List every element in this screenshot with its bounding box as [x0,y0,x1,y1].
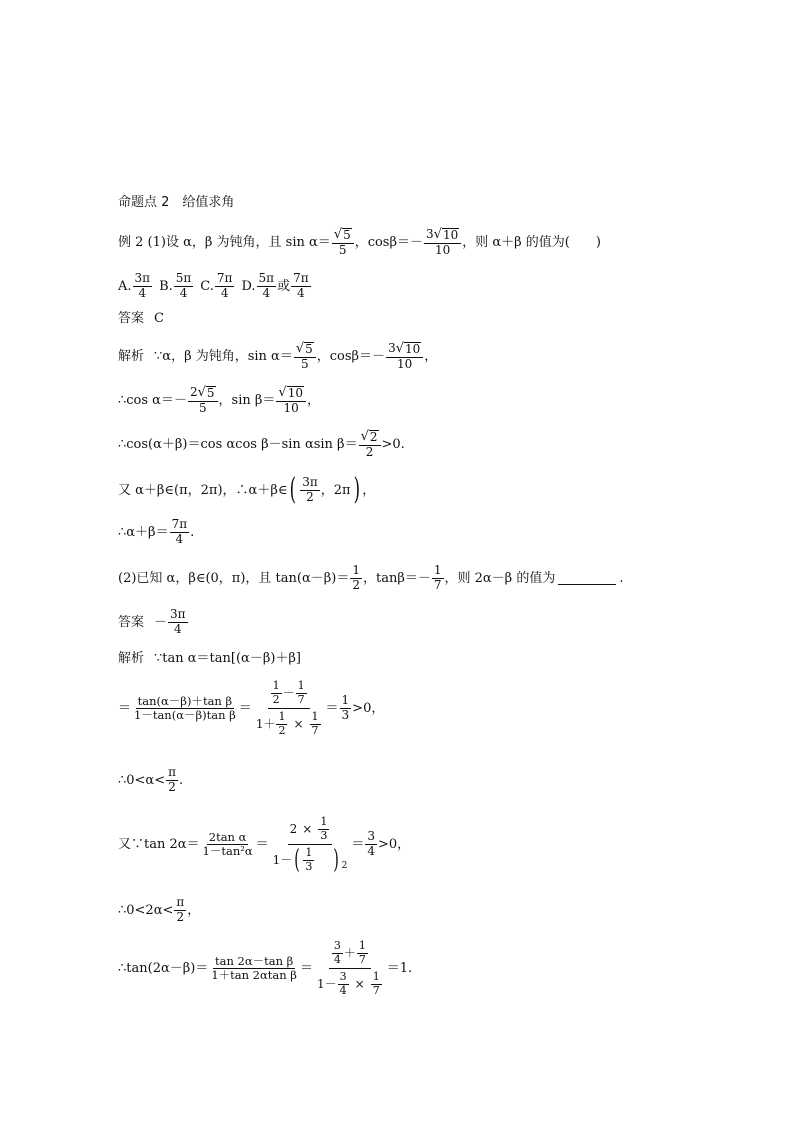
cf3-den-d: 1 [372,970,380,984]
answer-2-neg: － [154,614,168,630]
sol1-l1-f2-rad: 10 [405,342,421,356]
sol1-l1-text-c: ， [424,349,438,365]
q2-text-2: ，tanβ＝－ [362,570,431,586]
answer-blank [558,572,616,585]
sol2-l4-eq2: ＝ [255,837,269,853]
option-a [118,272,153,301]
cf1-minus: － [282,686,295,701]
sol2-line-6 [118,940,412,998]
cf3-plus: ＋ [343,946,356,961]
example2-q2 [118,564,623,593]
sol1-l2-f1-rad: 5 [206,386,215,400]
sol2-l2-fnum: tan(α－β)＋tan β [137,694,233,709]
sol2-line-1 [118,652,301,665]
option-a-num: 3π [134,271,151,285]
q2-text-4: . [619,570,624,586]
answer-2 [118,608,189,637]
sol2-l6-eq2: ＝ [299,961,313,977]
sol1-l3-f-num: 2 [369,430,378,444]
cf1-den-b: 1 [278,710,286,724]
sol1-line-2: ∴cos α＝－ 2 √ 5 5 ，sin β＝ √ 10 10 ， [118,385,320,415]
cf1-num-d: 7 [297,692,305,706]
q2-text-3: ，则 2α－β 的值为 [444,570,556,586]
sol1-l2-text-c: ， [306,393,320,409]
option-b-num: 5π [175,271,192,285]
sol1-l2-text-b: ，sin β＝ [218,393,276,409]
q2-f2-den: 7 [433,577,442,592]
cf2-den-a: 1－ [272,853,293,868]
sol2-l2-complex-frac [254,680,324,738]
sol2-l6-fnum: tan 2α－tan β [214,954,294,969]
sol1-l1-f1-num: 5 [305,342,313,356]
sol2-l2-rnum: 1 [341,693,350,708]
sol2-line-3 [118,766,183,795]
q2-f1-den: 2 [352,577,360,592]
example2-q1 [118,228,601,258]
sol2-l4-fnum: 2tan α [208,830,247,845]
sol1-l5-text-b: . [190,524,195,540]
sol2-l2-eq2: ＝ [238,701,252,717]
option-d-den: 4 [262,285,271,300]
sol2-l6-complex-frac [315,940,385,998]
cf1-num-c: 1 [297,679,305,692]
sol1-line-5 [118,518,194,547]
sol2-l3-a: ∴0<α< [118,772,166,788]
option-d-num: 5π [258,271,275,285]
q1-frac-den: 10 [434,242,451,257]
sol1-l1-text-b: ，cosβ＝－ [316,349,386,365]
option-c-den: 4 [220,285,229,300]
sol2-line-2 [118,680,384,738]
sol1-l4-text-a: 又 α＋β∈(π，2π)，∴α＋β∈ [118,482,288,498]
sol2-l3-b: . [179,772,184,788]
option-c-label: C. [200,278,214,294]
cf1-num-a: 1 [272,679,280,692]
sol1-line-4 [118,472,376,508]
option-d-num2: 7π [293,271,309,285]
sol2-l3-den: 2 [168,779,176,794]
sol2-l2-fden: 1－tan(α－β)tan β [134,708,236,723]
q1-frac-rad: 10 [442,228,459,242]
sol2-l2-rden: 3 [341,708,350,723]
sol2-l4-complex-frac: 2 × $\frac{1}{3}$ 1－ ( 1 3 ) 2 [272,815,348,876]
q1-text-2: ，cosβ＝－ [354,235,423,251]
sol2-line-5 [118,896,200,925]
cf3-den-a: 1－ [316,977,337,992]
cf2-num-a: 2 [289,822,298,837]
option-a-den: 4 [138,285,147,300]
option-d-den2: 4 [297,285,305,300]
cf3-times: × [354,977,365,992]
sol1-label: 解析 [118,349,145,365]
sol2-label: 解析 [118,651,145,666]
option-d-label: D. [241,278,256,294]
q2-f1-num: 1 [352,563,360,577]
sol1-l5-text-a: ∴α＋β＝ [118,524,169,540]
cf3-den-c: 4 [339,983,347,997]
answer-1-label: 答案 [118,311,145,326]
option-c-num: 7π [216,271,233,285]
sol2-l5-a: ∴0<2α< [118,902,174,918]
options-row [118,272,312,301]
sol2-l6-fden: 1＋tan 2αtan β [211,968,297,983]
cf2-sup: 2 [341,860,348,871]
q1-frac-coef: 3 [426,227,434,241]
sol1-l1-f1-den: 5 [300,356,309,371]
cf1-num-b: 2 [272,692,280,706]
sol1-l3-text-a: ∴cos(α＋β)＝cos αcos β－sin αsin β＝ [118,437,358,453]
option-b-label: B. [159,278,173,294]
sol1-l5-f-num: 7π [171,517,188,531]
sol1-l4-text-c: ， [362,482,376,498]
sol2-l4-tail: >0， [377,837,411,853]
sol1-l3-text-b: >0. [381,437,405,453]
sol1-l2-f1-coef: 2 [189,385,198,399]
cf2-times: × [302,822,313,837]
sol1-l1-f2-coef: 3 [388,341,396,355]
sol1-l2-f2-num: 10 [287,386,303,400]
cf2-den-c: 3 [305,859,313,873]
cf1-den-c: 2 [278,723,286,737]
q1-frac-3sqrt10: 3 √ 10 10 [424,228,461,258]
section-heading [118,196,234,209]
cf3-den-b: 3 [339,970,347,984]
answer-2-label: 答案 [118,614,145,630]
sol1-l5-f-den: 4 [175,531,184,546]
cf3-num-b: 4 [333,952,341,966]
sol2-l5-b: ， [187,902,201,918]
cf3-num-d: 7 [358,952,366,966]
cf1-den-d: 1 [311,710,319,724]
right-paren: ) [353,472,360,508]
sol2-l4-a: 又∵tan 2α＝ [118,837,200,853]
option-c [200,272,235,301]
q1-frac-sqrt5: √ 5 5 [332,228,354,258]
answer-2-den: 4 [173,621,182,636]
cf3-num-a: 3 [333,939,341,952]
cf2-num-c: 3 [320,828,328,842]
sol2-l4-fden: 1－tan²α [202,844,253,859]
section-heading-text: 命题点 2 给值求角 [118,195,235,210]
sol2-l5-den: 2 [176,909,185,924]
sol1-l4-text-b: ，2π [320,482,351,498]
sol2-l6-a: ∴tan(2α－β)＝ [118,961,209,977]
q1-frac-sqrt5-den: 5 [338,242,347,257]
option-a-label: A. [118,278,132,294]
answer-1-value: C [154,311,164,326]
sol1-l1-text-a: ∵α，β 为钝角，sin α＝ [154,349,293,365]
sol2-line-4 [118,816,410,874]
q2-text-1: (2)已知 α，β∈(0，π)，且 tan(α－β)＝ [118,570,350,586]
q1-text-3: ，则 α＋β 的值为( ) [462,235,601,251]
option-d [241,272,311,301]
sol2-l2-eq: ＝ [118,701,132,717]
sol1-l2-text-a: ∴cos α＝－ [118,393,187,409]
sol1-line-3: ∴cos(α＋β)＝cos αcos β－sin αsin β＝ √ 2 2 >0. [118,429,405,459]
option-b-den: 4 [179,285,188,300]
sol2-l2-eq3: ＝ [325,701,339,717]
left-paren: ( [290,472,297,508]
cf2-den-b: 1 [305,846,313,860]
sol1-line-1: 解析 ∵α，β 为钝角，sin α＝ √ 5 5 ，cosβ＝－ 3 √ 10 10 ， [118,341,438,371]
cf3-num-c: 1 [358,939,366,952]
q1-frac-sqrt5-num: 5 [343,228,351,242]
sol2-l4-eq3: ＝ [351,837,365,853]
sol2-l5-num: π [176,895,185,909]
answer-1 [118,312,164,325]
cf3-den-e: 7 [372,983,380,997]
sol1-l1-f2-den: 10 [397,356,413,371]
cf1-times: × [293,717,304,732]
cf1-den-a: 1＋ [255,717,276,732]
answer-2-num: 3π [170,607,186,621]
sol2-l4-rden: 4 [367,844,375,859]
sol2-l2-tail: >0， [352,701,385,717]
sol2-l4-rnum: 3 [367,829,375,844]
sol2-l1-text: ∵tan α＝tan[(α－β)＋β] [154,651,301,666]
sol1-l4-f-den: 2 [306,489,314,504]
cf2-num-b: 1 [320,815,328,828]
q1-text-1: 例 2 (1)设 α，β 为钝角，且 sin α＝ [118,235,331,251]
sol1-l4-f-num: 3π [302,475,318,489]
option-b [159,272,194,301]
sol1-l2-f1-den: 5 [198,400,207,415]
sol1-l3-f-den: 2 [365,444,374,459]
cf1-den-e: 7 [311,723,319,737]
sol2-l6-tail: ＝1. [386,961,413,977]
option-d-mid: 或 [277,278,291,294]
q2-f2-num: 1 [433,563,442,577]
sol2-l3-num: π [168,765,176,779]
sol1-l2-f2-den: 10 [283,400,299,415]
